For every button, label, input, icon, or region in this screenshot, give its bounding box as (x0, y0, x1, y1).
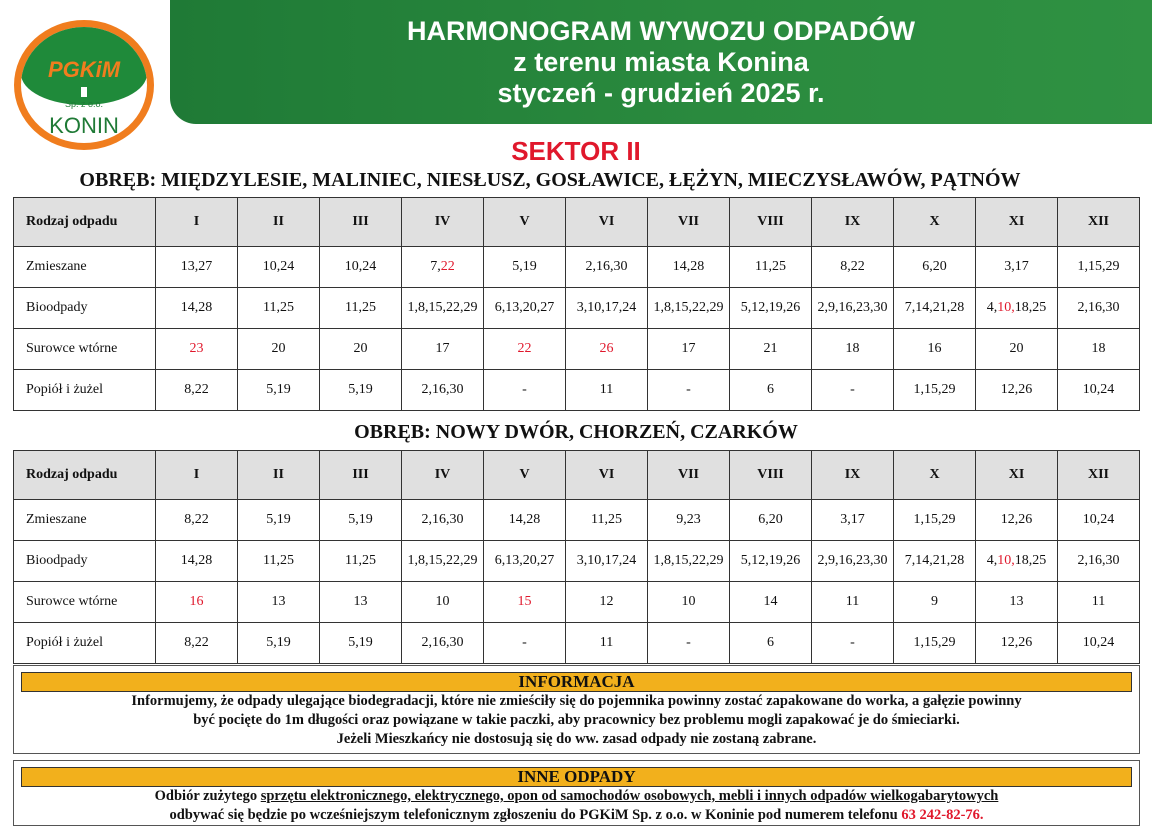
schedule-cell: 6 (730, 623, 812, 664)
schedule-cell: 11 (566, 623, 648, 664)
schedule-cell: 1,15,29 (1058, 247, 1140, 288)
table-row (14, 500, 1140, 541)
logo-city: KONIN (49, 113, 119, 138)
obreb-title-1: OBRĘB: MIĘDZYLESIE, MALINIEC, NIESŁUSZ, GOSŁAWICE, ŁĘŻYN, MIECZYSŁAWÓW, PĄTNÓW (79, 169, 1021, 191)
schedule-cell: 5,19 (320, 500, 402, 541)
schedule-cell: 12,26 (976, 623, 1058, 664)
schedule-cell: 5,19 (238, 370, 320, 411)
month-header: IX (812, 198, 894, 247)
schedule-cell: 11 (1058, 582, 1140, 623)
month-header: XI (976, 451, 1058, 500)
other-line-1 (14, 787, 1139, 806)
schedule-cell: 12,26 (976, 500, 1058, 541)
schedule-table-1 (13, 197, 1140, 411)
schedule-cell: 5,19 (238, 500, 320, 541)
schedule-cell: 6,20 (730, 500, 812, 541)
row-label: Zmieszane (14, 500, 156, 541)
schedule-table-2 (13, 450, 1140, 664)
schedule-cell: 3,17 (976, 247, 1058, 288)
month-header: II (238, 198, 320, 247)
row-label: Bioodpady (14, 541, 156, 582)
month-header: IV (402, 198, 484, 247)
schedule-cell: 14,28 (648, 247, 730, 288)
schedule-cell: 11,25 (566, 500, 648, 541)
schedule-cell: 8,22 (156, 370, 238, 411)
row-label: Popiół i żużel (14, 623, 156, 664)
table-body (14, 247, 1140, 411)
table-row (14, 623, 1140, 664)
schedule-cell: 13,27 (156, 247, 238, 288)
table-header-row (14, 451, 1140, 500)
schedule-cell: 2,9,16,23,30 (812, 288, 894, 329)
date-part: 18, (1014, 553, 1033, 568)
row-label: Bioodpady (14, 288, 156, 329)
other-line-2-text: odbywać się będzie po wcześniejszym telefonicznym zgłoszeniu do PGKiM Sp. z o.o. w Koninie pod numerem telefonu (169, 807, 902, 823)
schedule-cell: 20 (238, 329, 320, 370)
month-header: X (894, 198, 976, 247)
schedule-cell: 17 (648, 329, 730, 370)
month-header: XII (1058, 451, 1140, 500)
schedule-cell: 11,25 (730, 247, 812, 288)
schedule-cell: 10 (648, 582, 730, 623)
schedule-cell: - (484, 623, 566, 664)
date-part: 10, (997, 300, 1015, 315)
table-row (14, 288, 1140, 329)
schedule-cell: 6,13,20,27 (484, 288, 566, 329)
schedule-cell (976, 541, 1058, 582)
schedule-cell (402, 247, 484, 288)
schedule-cell: 10 (402, 582, 484, 623)
schedule-cell: 11 (812, 582, 894, 623)
header-title (170, 16, 1152, 109)
schedule-cell: 1,15,29 (894, 500, 976, 541)
title-line-1: HARMONOGRAM WYWOZU ODPADÓW (407, 16, 915, 46)
schedule-cell: 11,25 (238, 288, 320, 329)
schedule-cell (976, 288, 1058, 329)
schedule-cell: 1,15,29 (894, 370, 976, 411)
logo-brand: PGKiM (47, 57, 121, 82)
table-row (14, 582, 1140, 623)
date-part: 25 (1032, 553, 1047, 568)
schedule-cell: 2,16,30 (1058, 288, 1140, 329)
info-title: INFORMACJA (21, 672, 1132, 692)
schedule-cell: 2,16,30 (402, 500, 484, 541)
month-header: VII (648, 198, 730, 247)
schedule-cell: 18 (812, 329, 894, 370)
month-header: XI (976, 198, 1058, 247)
schedule-cell: 1,8,15,22,29 (648, 541, 730, 582)
title-line-2: z terenu miasta Konina (513, 47, 809, 77)
sector-title: SEKTOR II (511, 136, 641, 166)
schedule-cell: 9,23 (648, 500, 730, 541)
schedule-cell: 1,8,15,22,29 (402, 288, 484, 329)
schedule-cell: - (648, 623, 730, 664)
row-label: Surowce wtórne (14, 329, 156, 370)
schedule-cell: 21 (730, 329, 812, 370)
title-line-3: styczeń - grudzień 2025 r. (497, 78, 825, 108)
schedule-cell: 3,10,17,24 (566, 541, 648, 582)
schedule-cell: 11,25 (238, 541, 320, 582)
row-label: Surowce wtórne (14, 582, 156, 623)
month-header: VI (566, 451, 648, 500)
schedule-cell: 18 (1058, 329, 1140, 370)
schedule-cell: 17 (402, 329, 484, 370)
schedule-cell: 1,8,15,22,29 (402, 541, 484, 582)
other-line-2 (14, 806, 1139, 825)
month-header: V (484, 198, 566, 247)
info-line-3: Jeżeli Mieszkańcy nie dostosują się do ww. zasad odpady nie zostaną zabrane. (336, 731, 817, 747)
table-row (14, 541, 1140, 582)
schedule-cell: 16 (156, 582, 238, 623)
logo-sub: Sp. z o.o. (64, 99, 104, 109)
pgkim-logo (14, 20, 154, 150)
schedule-cell: 12 (566, 582, 648, 623)
table-row (14, 370, 1140, 411)
schedule-cell: 10,24 (320, 247, 402, 288)
schedule-cell: 20 (976, 329, 1058, 370)
schedule-cell: 7,14,21,28 (894, 288, 976, 329)
schedule-cell: 2,9,16,23,30 (812, 541, 894, 582)
column-header: Rodzaj odpadu (14, 451, 156, 500)
schedule-cell: 2,16,30 (566, 247, 648, 288)
schedule-cell: 14,28 (156, 288, 238, 329)
month-header: III (320, 451, 402, 500)
schedule-cell: 8,22 (156, 500, 238, 541)
schedule-cell: 11,25 (320, 288, 402, 329)
month-header: VIII (730, 451, 812, 500)
date-part: 25 (1032, 300, 1047, 315)
month-header: VIII (730, 198, 812, 247)
schedule-cell: 26 (566, 329, 648, 370)
schedule-cell: - (648, 370, 730, 411)
schedule-cell: 8,22 (156, 623, 238, 664)
schedule-cell: 6,20 (894, 247, 976, 288)
schedule-cell: 7,14,21,28 (894, 541, 976, 582)
schedule-cell: - (812, 370, 894, 411)
month-header: V (484, 451, 566, 500)
schedule-cell: 2,16,30 (402, 370, 484, 411)
schedule-cell: - (812, 623, 894, 664)
schedule-cell: 13 (976, 582, 1058, 623)
schedule-cell: 9 (894, 582, 976, 623)
schedule-cell: 22 (484, 329, 566, 370)
date-part: 10, (997, 553, 1015, 568)
schedule-cell: 12,26 (976, 370, 1058, 411)
schedule-cell: 8,22 (812, 247, 894, 288)
month-header: XII (1058, 198, 1140, 247)
schedule-cell: 10,24 (1058, 623, 1140, 664)
schedule-cell: 16 (894, 329, 976, 370)
other-line-1-underlined: sprzętu elektronicznego, elektrycznego, opon od samochodów osobowych, mebli i innych odpadów wielkogabarytowych (260, 788, 999, 804)
info-line-1: Informujemy, że odpady ulegające biodegradacji, które nie zmieściły się do pojemnika powinny zostać zapakowane do worka, a gałęzie powinny (131, 693, 1022, 709)
schedule-cell: 14,28 (156, 541, 238, 582)
schedule-cell: 13 (238, 582, 320, 623)
column-header: Rodzaj odpadu (14, 198, 156, 247)
other-title: INNE ODPADY (21, 767, 1132, 787)
month-header: II (238, 451, 320, 500)
row-label: Popiół i żużel (14, 370, 156, 411)
schedule-cell: 10,24 (1058, 500, 1140, 541)
month-header: VII (648, 451, 730, 500)
schedule-cell: 1,8,15,22,29 (648, 288, 730, 329)
schedule-cell: 5,19 (238, 623, 320, 664)
date-part: 22 (440, 259, 455, 274)
schedule-cell: 20 (320, 329, 402, 370)
schedule-cell: - (484, 370, 566, 411)
info-line-2: być pocięte do 1m długości oraz powiązane w takie paczki, aby pracownicy bez problemu mogli zapakować je do śmieciarki. (193, 712, 960, 728)
schedule-cell: 15 (484, 582, 566, 623)
other-waste-box (13, 760, 1140, 826)
schedule-cell: 2,16,30 (1058, 541, 1140, 582)
schedule-cell: 10,24 (238, 247, 320, 288)
table-row (14, 247, 1140, 288)
schedule-cell: 14 (730, 582, 812, 623)
info-box (13, 665, 1140, 754)
schedule-cell: 5,12,19,26 (730, 288, 812, 329)
month-header: IX (812, 451, 894, 500)
month-header: X (894, 451, 976, 500)
schedule-cell: 14,28 (484, 500, 566, 541)
schedule-cell: 1,15,29 (894, 623, 976, 664)
schedule-cell: 3,10,17,24 (566, 288, 648, 329)
table-row (14, 329, 1140, 370)
month-header: III (320, 198, 402, 247)
schedule-cell: 11 (566, 370, 648, 411)
phone-number: 63 242-82-76. (901, 807, 984, 823)
date-part: 18, (1014, 300, 1033, 315)
obreb-title-2: OBRĘB: NOWY DWÓR, CHORZEŃ, CZARKÓW (354, 421, 798, 443)
schedule-cell: 3,17 (812, 500, 894, 541)
schedule-cell: 6,13,20,27 (484, 541, 566, 582)
month-header: VI (566, 198, 648, 247)
schedule-cell: 5,19 (320, 370, 402, 411)
schedule-cell: 5,12,19,26 (730, 541, 812, 582)
schedule-cell: 13 (320, 582, 402, 623)
month-header: I (156, 451, 238, 500)
date-part: 4, (986, 300, 998, 315)
table-body (14, 500, 1140, 664)
date-part: 7, (430, 259, 441, 274)
month-header: I (156, 198, 238, 247)
schedule-cell: 11,25 (320, 541, 402, 582)
row-label: Zmieszane (14, 247, 156, 288)
date-part: 4, (986, 553, 998, 568)
month-header: IV (402, 451, 484, 500)
schedule-cell: 5,19 (320, 623, 402, 664)
schedule-cell: 10,24 (1058, 370, 1140, 411)
schedule-cell: 6 (730, 370, 812, 411)
schedule-cell: 5,19 (484, 247, 566, 288)
schedule-cell: 23 (156, 329, 238, 370)
schedule-cell: 2,16,30 (402, 623, 484, 664)
other-line-1-start: Odbiór zużytego (154, 788, 261, 804)
table-header-row (14, 198, 1140, 247)
